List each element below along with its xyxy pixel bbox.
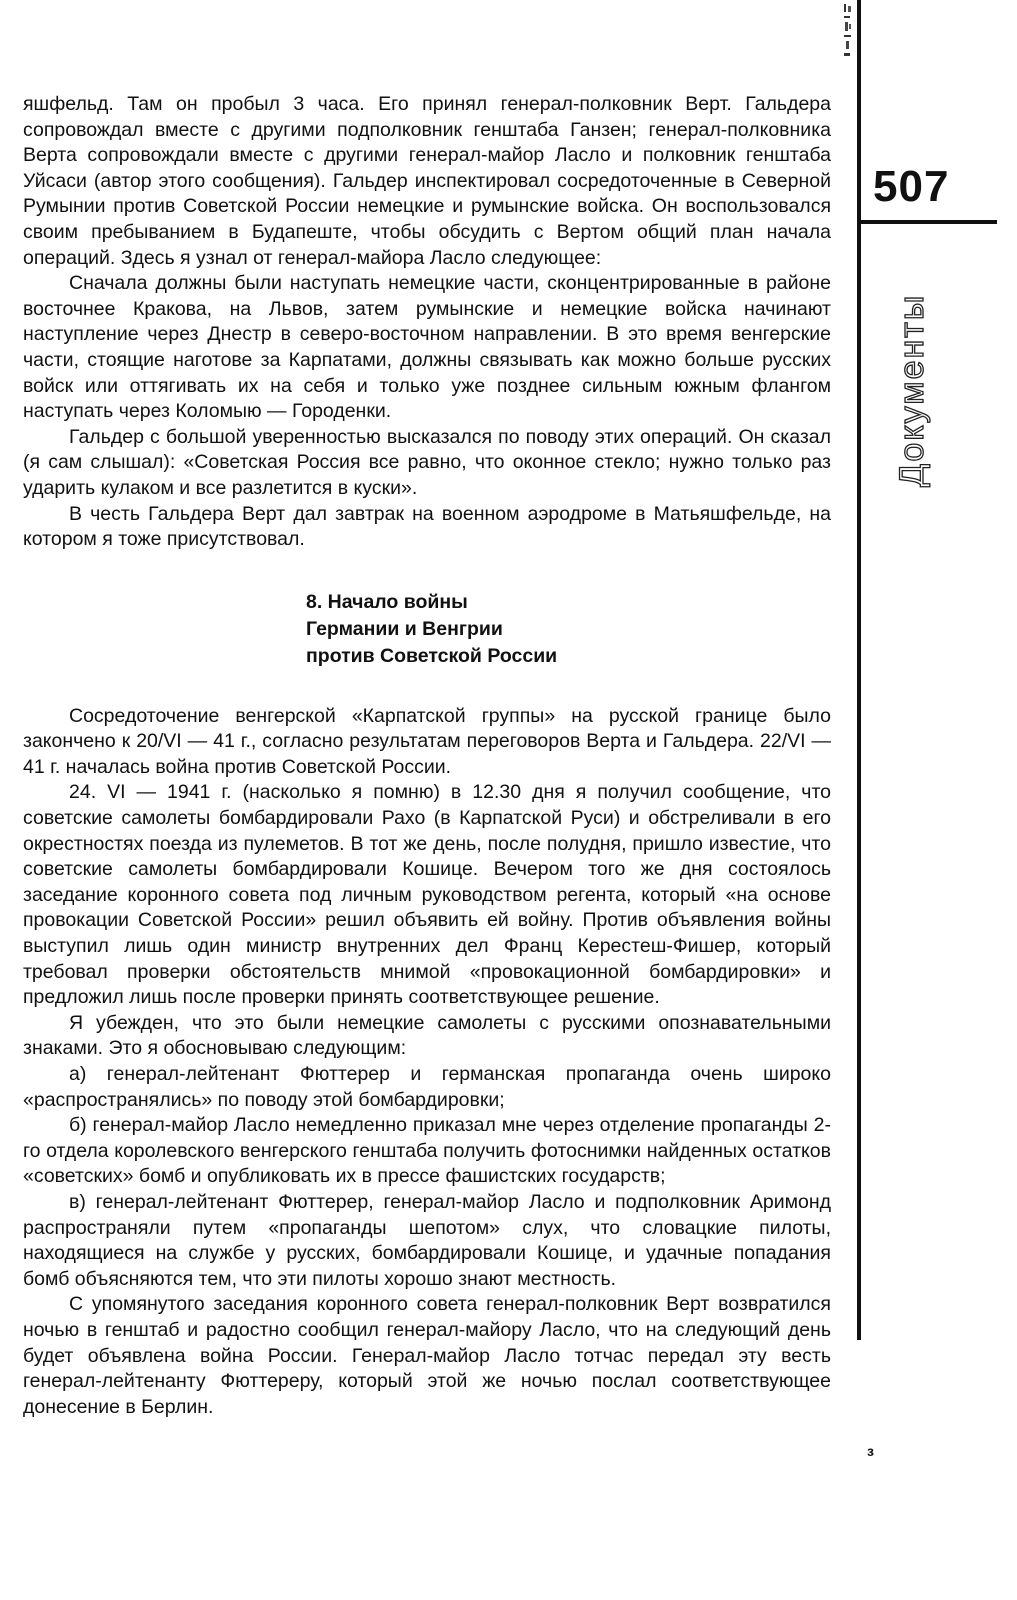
paragraph: а) генерал-лейтенант Фюттерер и германская пропаганда очень широко «распространялись» по поводу этой бомбардировки;: [23, 1063, 831, 1111]
section-side-label-text: Документы: [893, 293, 931, 487]
print-code-mark: [842, 2, 854, 62]
margin-vertical-rule: [857, 0, 861, 1340]
section-side-label: [885, 247, 935, 492]
section-heading-line: 8. Начало войны: [306, 590, 468, 613]
paragraph: 24. VI — 1941 г. (насколько я помню) в 12.30 дня я получил сообщение, что советские самолеты бомбардировали Рахо (в Карпатской Руси) и обстреливали в его окрестностях поезда из пулеметов. В тот же день, после полудня, пришло известие, что советские самолеты бомбардировали Кошице. Вечером того же дня состоялось заседание коронного совета под личным руководством регента, который «на основе провокации Советской России» решил объявить ей войну. Против объявления войны выступил лишь один министр внутренних дел Франц Керестеш-Фишер, который требовал проверки обстоятельств мнимой «провокационной бомбардировки» и предложил лишь после проверки принять соответствующее решение.: [23, 781, 831, 1009]
section-heading-line: против Советской России: [306, 644, 558, 667]
paragraph: в) генерал-лейтенант Фюттерер, генерал-майор Ласло и подполковник Аримонд распространяли путем «пропаганды шепотом» слух, что словацкие пилоты, находящиеся на службе у русских, бомбардировали Кошице, и удачные попадания бомб объясняются тем, что эти пилоты хорошо знают местность.: [23, 1190, 831, 1290]
paragraph: Я убежден, что это были немецкие самолеты с русскими опознавательными знаками. Это я обосновываю следующим:: [23, 1011, 831, 1060]
paragraph: С упомянутого заседания коронного совета генерал-полковник Верт возвратился ночью в генштаб и радостно сообщил генерал-майору Ласло, что на следующий день будет объявлена война России. Генерал-майор Ласло тотчас передал эту весть генерал-лейтенанту Фюттереру, который этой же ночью послал соответствующее донесение в Берлин.: [23, 1293, 831, 1418]
page-number: 507: [873, 162, 950, 211]
paragraph: Гальдер с большой уверенностью высказался по поводу этих операций. Он сказал (я сам слышал): «Советская Россия все равно, что оконное стекло; нужно только раз ударить кулаком и все разлетится в куски».: [23, 425, 831, 499]
section-heading-line: Германии и Венгрии: [306, 617, 503, 640]
margin-mark: з: [867, 1443, 874, 1459]
page-number-rule: [860, 220, 997, 224]
paragraph: Сосредоточение венгерской «Карпатской группы» на русской границе было закончено к 20/VI — 41 г., согласно результатам переговоров Верта и Гальдера. 22/VI — 41 г. началась война против Советской России.: [23, 704, 831, 778]
body-text: [23, 92, 831, 1420]
section-heading: [306, 589, 831, 670]
paragraph: В честь Гальдера Верт дал завтрак на военном аэродроме в Матьяшфельде, на котором я тоже присутствовал.: [23, 502, 831, 551]
paragraph: б) генерал-майор Ласло немедленно приказал мне через отделение пропаганды 2-го отдела королевского венгерского генштаба получить фотоснимки найденных остатков «советских» бомб и опубликовать их в прессе фашистских государств;: [23, 1114, 831, 1188]
paragraph: Сначала должны были наступать немецкие части, сконцентрированные в районе восточнее Кракова, на Львов, затем румынские и немецкие войска начинают наступление через Днестр в северо-восточном направлении. В это время венгерские части, стоящие наготове за Карпатами, должны связывать как можно больше русских войск или оттягивать их на себя и только уже позднее сильным южным флангом наступать через Коломыю — Городенки.: [23, 272, 831, 423]
paragraph: яшфельд. Там он пробыл 3 часа. Его принял генерал-полковник Верт. Гальдера сопровождал вместе с другими подполковник генштаба Ганзен; генерал-полковника Верта сопровождали вместе с другими генерал-майор Ласло и полковник генштаба Уйсаси (автор этого сообщения). Гальдер инспектировал сосредоточенные в Северной Румынии против Советской России немецкие и румынские войска. Он воспользовался своим пребыванием в Будапеште, чтобы обсудить с Вертом общий план начала операций. Здесь я узнал от генерал-майора Ласло следующее:: [23, 93, 831, 269]
